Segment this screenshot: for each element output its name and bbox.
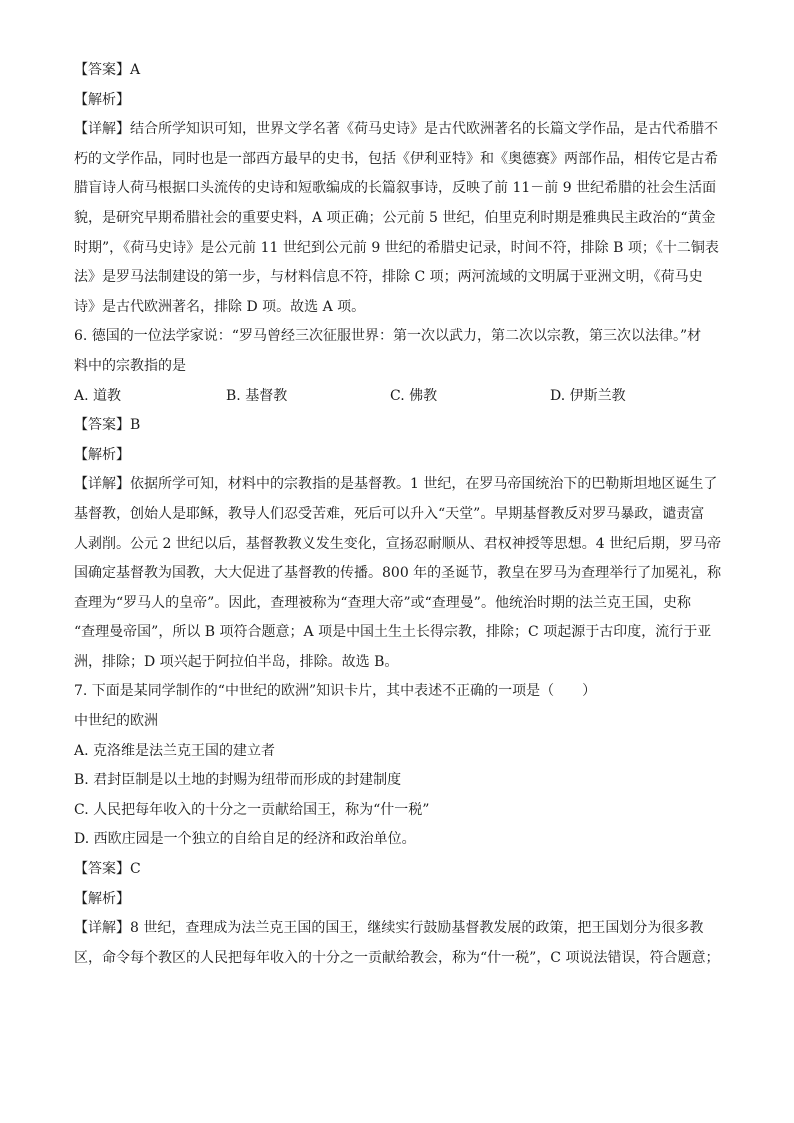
q6-option-a: A. 道教 xyxy=(74,387,122,404)
q6-answer: 【答案】B xyxy=(74,417,141,434)
q6-detail-line: 人剥削。公元 2 世纪以后，基督教教义发生变化，宣扬忍耐顺从、君权神授等思想。4 世纪后期，罗马帝 xyxy=(74,535,722,552)
q6-detail-line: 【详解】依据所学可知，材料中的宗教指的是基督教。1 世纪，在罗马帝国统治下的巴勒斯坦地区诞生了 xyxy=(74,476,718,493)
q6-detail-line: 查理为“罗马人的皇帝”。因此，查理被称为“查理大帝”或“查理曼”。他统治时期的法兰克王国，史称 xyxy=(74,594,691,611)
q5-analysis-label: 【解析】 xyxy=(74,91,130,108)
q6-option-d: D. 伊斯兰教 xyxy=(550,387,626,404)
q7-detail xyxy=(74,914,724,973)
q6-stem-line: 料中的宗教指的是 xyxy=(74,357,186,374)
q5-detail-line: 【详解】结合所学知识可知，世界文学名著《荷马史诗》是古代欧洲著名的长篇文学作品，是古代希腊不 xyxy=(74,121,718,138)
q5-detail-line: 诗》是古代欧洲著名，排除 D 项。故选 A 项。 xyxy=(74,298,366,315)
q6-detail-line: “查理曼帝国”，所以 B 项符合题意；A 项是中国土生土长得宗教，排除；C 项起源于古印度，流行于亚 xyxy=(74,624,712,641)
q5-answer: 【答案】A xyxy=(74,62,141,78)
q5-detail-line: 腊盲诗人荷马根据口头流传的史诗和短歌编成的长篇叙事诗，反映了前 11－前 9 世纪希腊的社会生活面 xyxy=(74,180,717,197)
q7-detail-line: 【详解】8 世纪，查理成为法兰克王国的国王，继续实行鼓励基督教发展的政策，把王国划分为很多教 xyxy=(74,920,704,937)
document-page xyxy=(74,56,724,973)
q7-detail-line: 区，命令每个教区的人民把每年收入的十分之一贡献给教会，称为“什一税”，C 项说法错误，符合题意； xyxy=(74,949,720,966)
q7-answer: 【答案】C xyxy=(74,861,141,878)
q7-option-b: B. 君封臣制是以土地的封赐为纽带而形成的封建制度 xyxy=(74,772,402,789)
q5-detail-line: 时期”，《荷马史诗》是公元前 11 世纪到公元前 9 世纪的希腊史记录，时间不符，排除 B 项；《十二铜表 xyxy=(74,239,719,256)
q6-detail-line: 洲，排除；D 项兴起于阿拉伯半岛，排除。故选 B。 xyxy=(74,653,399,670)
q6-detail-line: 基督教，创始人是耶稣，教导人们忍受苦难，死后可以升入“天堂”。早期基督教反对罗马暴政，谴责富 xyxy=(74,505,705,522)
q7-option-c: C. 人民把每年收入的十分之一贡献给国王，称为“什一税” xyxy=(74,801,430,818)
q6-stem-line: 6. 德国的一位法学家说：“罗马曾经三次征服世界：第一次以武力，第二次以宗教，第三次以法律。”材 xyxy=(74,328,702,345)
q6-option-b: B. 基督教 xyxy=(226,387,288,404)
q5-detail-line: 法》是罗马法制建设的第一步，与材料信息不符，排除 C 项；两河流域的文明属于亚洲文明，《荷马史 xyxy=(74,269,703,286)
q5-detail-line: 貌，是研究早期希腊社会的重要史料，A 项正确；公元前 5 世纪，伯里克利时期是雅典民主政治的“黄金 xyxy=(74,209,716,226)
q5-detail xyxy=(74,115,724,322)
q6-detail xyxy=(74,470,724,677)
q6-stem xyxy=(74,322,724,381)
q7-option-a: A. 克洛维是法兰克王国的建立者 xyxy=(74,742,276,759)
q6-options xyxy=(74,382,724,412)
q7-stem: 7. 下面是某同学制作的“中世纪的欧洲”知识卡片，其中表述不正确的一项是（ ） xyxy=(74,683,597,700)
q6-analysis-label: 【解析】 xyxy=(74,446,130,463)
q5-detail-line: 朽的文学作品，同时也是一部西方最早的史书，包括《伊利亚特》和《奥德赛》两部作品，相传它是古希 xyxy=(74,150,718,167)
q7-option-d: D. 西欧庄园是一个独立的自给自足的经济和政治单位。 xyxy=(74,831,416,848)
q6-detail-line: 国确定基督教为国教，大大促进了基督教的传播。800 年的圣诞节，教皇在罗马为查理举行了加冕礼，称 xyxy=(74,565,722,582)
q7-analysis-label: 【解析】 xyxy=(74,890,130,907)
q6-option-c: C. 佛教 xyxy=(390,387,438,404)
q7-card-title: 中世纪的欧洲 xyxy=(74,713,158,730)
